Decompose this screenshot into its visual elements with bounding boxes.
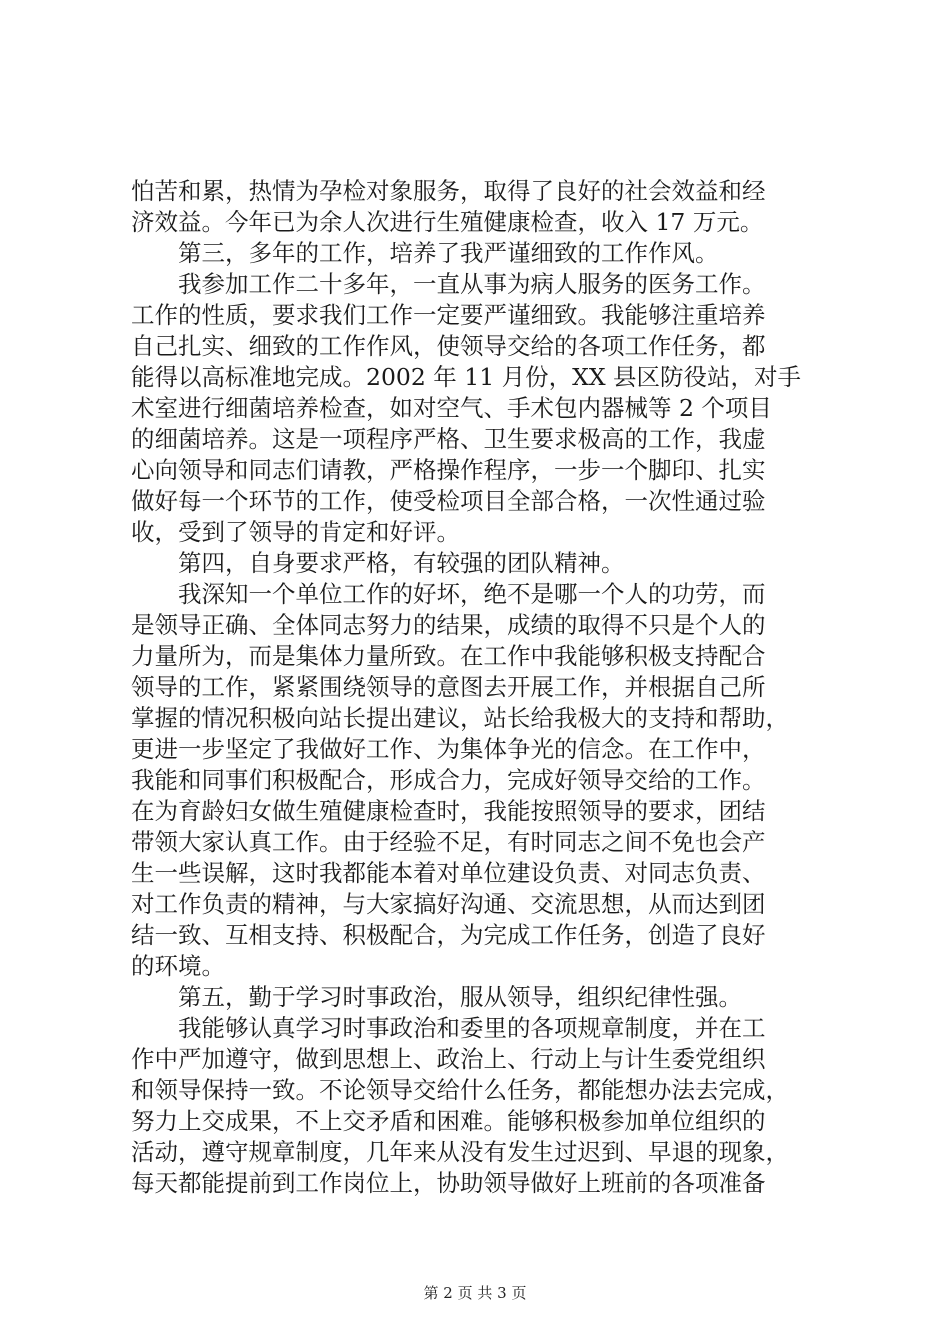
- page-number-label: 第 2 页 共 3 页: [423, 1284, 527, 1302]
- page-footer: [0, 1283, 950, 1303]
- section-heading-4: 第四，自身要求严格，有较强的团队精神。: [178, 549, 625, 577]
- text-line: 和领导保持一致。不论领导交给什么任务，都能想办法去完成，: [131, 1076, 789, 1104]
- text-line: 我能和同事们积极配合，形成合力，完成好领导交给的工作。: [131, 766, 766, 794]
- section-heading-5: 第五，勤于学习时事政治，服从领导，组织纪律性强。: [178, 983, 742, 1011]
- text-line: 每天都能提前到工作岗位上，协助领导做好上班前的各项准备: [131, 1169, 766, 1197]
- text-line: 生一些误解，这时我都能本着对单位建设负责、对同志负责、: [131, 859, 766, 887]
- text-line: 心向领导和同志们请教，严格操作程序，一步一个脚印、扎实: [131, 456, 766, 484]
- text-line: 在为育龄妇女做生殖健康检查时，我能按照领导的要求，团结: [131, 797, 766, 825]
- text-line: 工作的性质，要求我们工作一定要严谨细致。我能够注重培养: [131, 301, 766, 329]
- text-line: 的环境。: [131, 952, 225, 980]
- text-line: 我能够认真学习时事政治和委里的各项规章制度，并在工: [178, 1014, 766, 1042]
- text-line: 结一致、互相支持、积极配合，为完成工作任务，创造了良好: [131, 921, 766, 949]
- text-line: 对工作负责的精神，与大家搞好沟通、交流思想，从而达到团: [131, 890, 766, 918]
- section-heading-3: 第三，多年的工作，培养了我严谨细致的工作作风。: [178, 239, 719, 267]
- document-body: [131, 176, 831, 1199]
- text-line: 活动，遵守规章制度，几年来从没有发生过迟到、早退的现象，: [131, 1138, 789, 1166]
- text-line: 术室进行细菌培养检查，如对空气、手术包内器械等 2 个项目: [131, 394, 772, 422]
- text-line: 怕苦和累，热情为孕检对象服务，取得了良好的社会效益和经: [131, 177, 766, 205]
- text-line: 努力上交成果，不上交矛盾和困难。能够积极参加单位组织的: [131, 1107, 766, 1135]
- text-line: 济效益。今年已为余人次进行生殖健康检查，收入 17 万元。: [131, 208, 764, 236]
- text-line: 是领导正确、全体同志努力的结果，成绩的取得不只是个人的: [131, 611, 766, 639]
- text-line: 掌握的情况积极向站长提出建议，站长给我极大的支持和帮助，: [131, 704, 789, 732]
- text-line: 带领大家认真工作。由于经验不足，有时同志之间不免也会产: [131, 828, 766, 856]
- text-line: 更进一步坚定了我做好工作、为集体争光的信念。在工作中，: [131, 735, 766, 763]
- text-line: 能得以高标准地完成。2002 年 11 月份，XX 县区防役站，对手: [131, 363, 802, 391]
- text-line: 自己扎实、细致的工作作风，使领导交给的各项工作任务，都: [131, 332, 766, 360]
- text-line: 力量所为，而是集体力量所致。在工作中我能够积极支持配合: [131, 642, 766, 670]
- text-line: 我深知一个单位工作的好坏，绝不是哪一个人的功劳，而: [178, 580, 766, 608]
- text-line: 我参加工作二十多年，一直从事为病人服务的医务工作。: [178, 270, 766, 298]
- text-line: 做好每一个环节的工作，使受检项目全部合格，一次性通过验: [131, 487, 766, 515]
- text-line: 作中严加遵守，做到思想上、政治上、行动上与计生委党组织: [131, 1045, 766, 1073]
- text-line: 的细菌培养。这是一项程序严格、卫生要求极高的工作，我虚: [131, 425, 766, 453]
- text-line: 领导的工作，紧紧围绕领导的意图去开展工作，并根据自己所: [131, 673, 766, 701]
- text-line: 收，受到了领导的肯定和好评。: [131, 518, 460, 546]
